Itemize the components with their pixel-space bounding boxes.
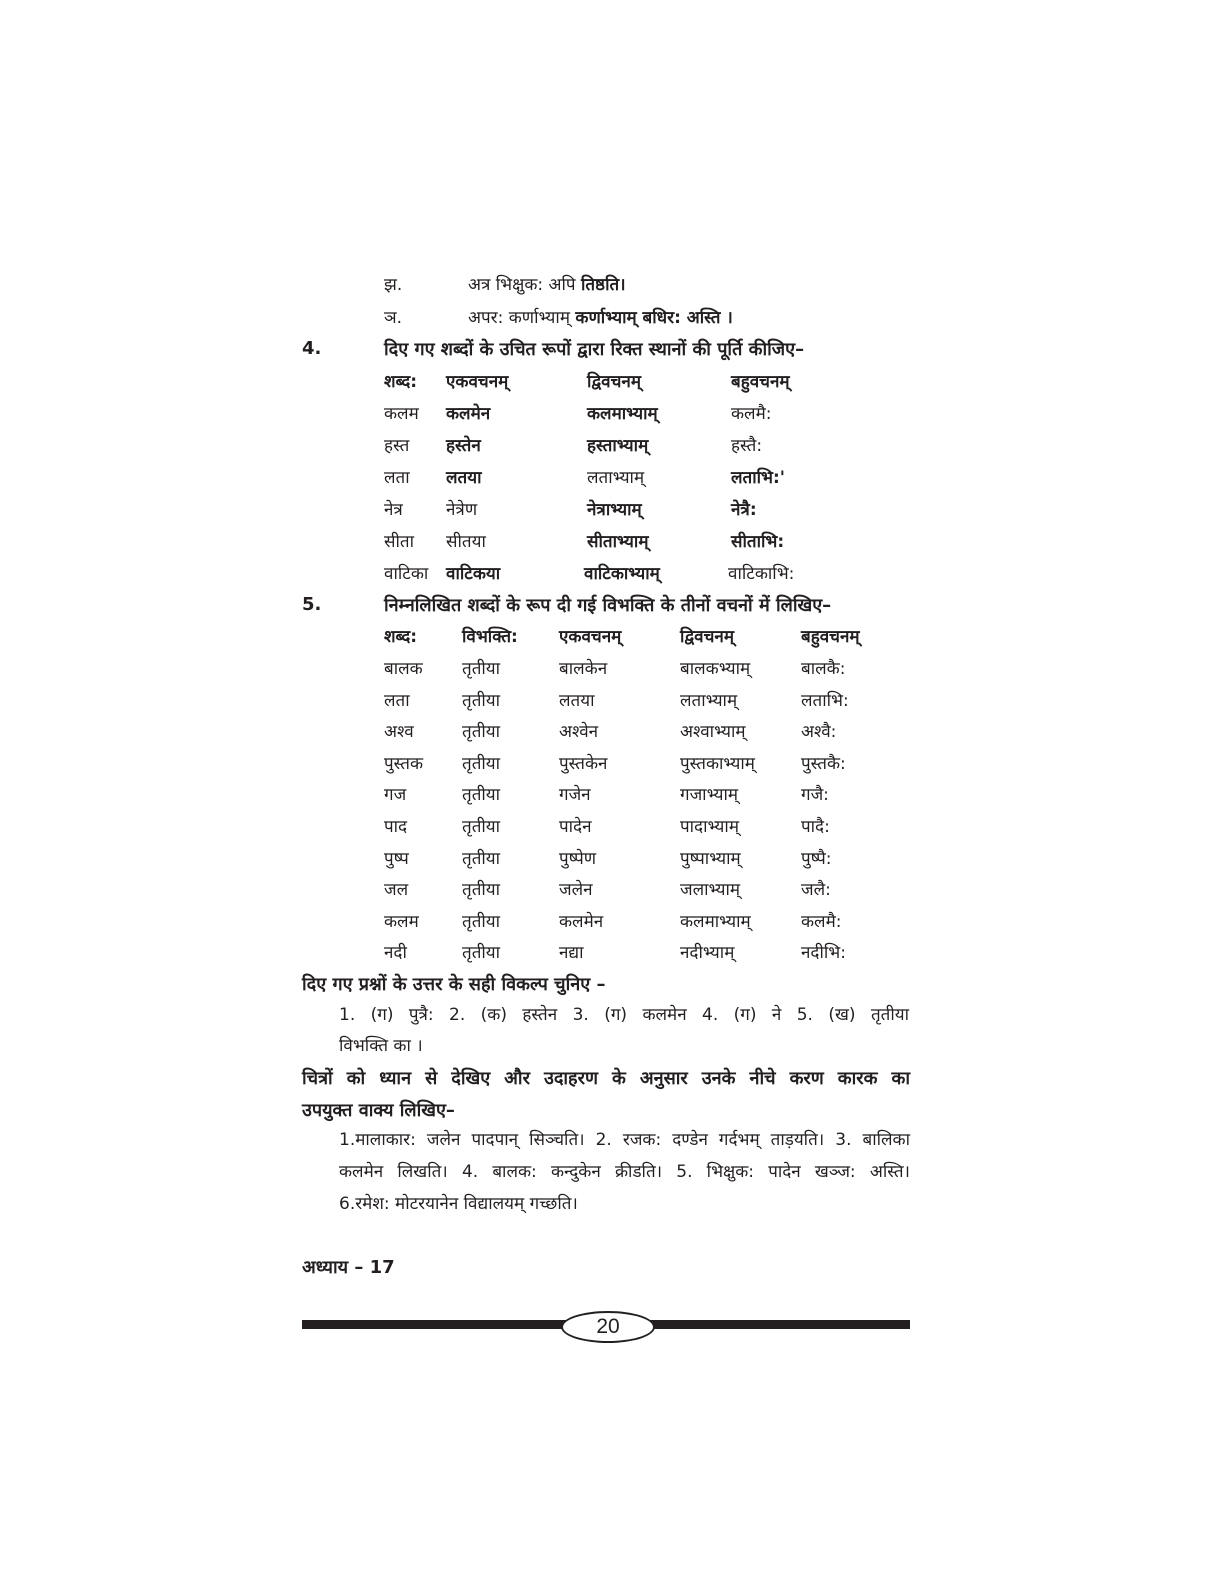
q5-cell: कलमाभ्याम् [680,912,751,932]
q5-cell: नदीभि: [801,943,846,963]
q4-header-word: शब्द: [384,372,418,392]
q4-row-sita-dual: सीताभ्याम् [587,532,649,552]
pictures-heading-line2: उपयुक्त वाक्य लिखिए– [302,1100,455,1121]
q5-number: 5. [302,594,322,615]
q4-row-netra-plural: नेत्रै: [731,500,757,520]
q5-header-plural: बहुवचनम् [801,627,860,647]
q4-row-lata-dual: लताभ्याम् [587,468,645,488]
q4-row-sita-plural: सीताभि: [731,532,785,552]
item-nya [468,305,733,328]
q4-row-lata-singular: लतया [446,468,482,488]
q5-cell: लताभि: [801,691,849,711]
q5-cell: लतया [559,691,595,711]
q4-header-plural: बहुवचनम् [731,372,790,392]
q4-row-lata-word: लता [384,468,410,488]
q4-row-kalam-plural: कलमै: [731,404,772,424]
q5-cell: पादाभ्याम् [680,817,739,837]
item-jha-answer: तिष्ठति। [580,275,626,295]
q5-cell: गजाभ्याम् [680,785,739,805]
q4-header-singular: एकवचनम् [446,372,509,392]
q4-row-kalam-word: कलम [384,404,419,424]
q4-row-hast-dual: हस्ताभ्याम् [587,436,649,456]
q5-cell: तृतीया [462,912,501,932]
q4-row-kalam-dual: कलमाभ्याम् [587,404,658,424]
mcq-answers-line1: 1. (ग) पुत्रै: 2. (क) हस्तेन 3. (ग) कलमेन 4. (ग) ने 5. (ख) तृतीया [339,1005,909,1025]
q4-row-hast-plural: हस्तै: [731,436,763,456]
q4-row-hast-singular: हस्तेन [446,436,481,456]
q5-cell: कलमै: [801,912,842,932]
pictures-answer-line2: कलमेन लिखति। 4. बालक: कन्दुकेन क्रीडति। 5. भिक्षुक: पादेन खञ्ज: अस्ति। [339,1162,910,1182]
q5-cell: नदीभ्याम् [680,943,735,963]
q5-cell: पाद [384,817,408,837]
q5-cell: पुष्प [384,849,409,869]
q4-row-hast-word: हस्त [384,436,410,456]
footer-rule-left [302,1320,572,1329]
item-marker-jha: झ. [384,275,403,295]
item-nya-answer: कर्णाभ्याम् बधिर: अस्ति । [575,308,733,328]
q5-cell: पुस्तकै: [801,754,846,774]
q5-cell: तृतीया [462,659,501,679]
q5-cell: गजेन [559,785,591,805]
q5-cell: पादेन [559,817,592,837]
q4-row-vatika-singular: वाटिकया [446,564,501,584]
pictures-heading-line1: चित्रों को ध्यान से देखिए और उदाहरण के अनुसार उनके नीचे करण कारक का [302,1068,910,1089]
q4-row-netra-word: नेत्र [384,500,403,520]
q5-cell: नदी [384,943,407,963]
q5-cell: बालकेन [559,659,608,679]
q5-cell: तृतीया [462,722,501,742]
chapter-heading: अध्याय – 17 [302,1257,395,1278]
q5-cell: लता [384,691,410,711]
q5-cell: अश्व [384,722,414,742]
q5-cell: बालक [384,659,423,679]
q4-row-sita-singular: सीतया [446,532,486,552]
q4-number: 4. [302,338,322,359]
q5-cell: तृतीया [462,943,501,963]
q4-row-netra-singular: नेत्रेण [446,500,478,520]
q5-title: निम्नलिखित शब्दों के रूप दी गई विभक्ति के तीनों वचनों में लिखिए– [384,595,832,616]
q5-header-case: विभक्ति: [462,627,518,647]
q5-cell: तृतीया [462,691,501,711]
q4-row-vatika-dual: वाटिकाभ्याम् [584,564,660,584]
q4-row-vatika-plural: वाटिकाभि: [728,564,795,584]
q5-cell: जलाभ्याम् [680,880,741,900]
item-marker-nya: ञ. [384,308,403,328]
q5-cell: पादै: [801,817,830,837]
q5-cell: पुष्पै: [801,849,832,869]
q5-cell: तृतीया [462,817,501,837]
q4-row-vatika-word: वाटिका [384,564,429,584]
q5-cell: लताभ्याम् [680,691,738,711]
q5-cell: तृतीया [462,785,501,805]
q5-cell: नद्या [559,943,584,963]
q5-header-dual: द्विवचनम् [680,627,735,647]
q5-cell: जलेन [559,880,593,900]
q4-title: दिए गए शब्दों के उचित रूपों द्वारा रिक्त स्थानों की पूर्ति कीजिए– [384,339,805,360]
q5-header-singular: एकवचनम् [559,627,622,647]
item-jha-text: अत्र भिक्षुक: अपि [468,275,581,295]
q5-cell: पुस्तकाभ्याम् [680,754,755,774]
q5-cell: अश्वाभ्याम् [680,722,746,742]
item-jha [468,272,626,295]
q4-header-dual: द्विवचनम् [587,372,642,392]
q5-cell: तृतीया [462,849,501,869]
q5-cell: गजै: [801,785,829,805]
q5-cell: जलै: [801,880,831,900]
q5-cell: कलम [384,912,419,932]
mcq-answers-line2: विभक्ति का । [339,1036,423,1056]
q5-cell: बालकै: [801,659,846,679]
q5-cell: तृतीया [462,754,501,774]
q5-cell: पुष्पाभ्याम् [680,849,741,869]
q4-row-lata-plural: लताभि:' [731,468,785,488]
pictures-answer-line3: 6.रमेश: मोटरयानेन विद्यालयम् गच्छति। [339,1194,578,1214]
q5-cell: अश्वेन [559,722,599,742]
item-nya-text: अपर: कर्णाभ्याम् [468,308,576,328]
q5-cell: कलमेन [559,912,604,932]
q5-header-word: शब्द: [384,627,418,647]
q5-cell: गज [384,785,407,805]
q5-cell: पुष्पेण [559,849,597,869]
q5-cell: जल [384,880,409,900]
mcq-heading: दिए गए प्रश्नों के उत्तर के सही विकल्प चुनिए – [302,974,606,995]
q5-cell: अश्वै: [801,722,837,742]
q4-row-sita-word: सीता [384,532,414,552]
q4-row-kalam-singular: कलमेन [446,404,491,424]
q5-cell: पुस्तक [384,754,424,774]
q5-cell: पुस्तकेन [559,754,608,774]
q5-cell: तृतीया [462,880,501,900]
pictures-answer-line1: 1.मालाकार: जलेन पादपान् सिञ्चति। 2. रजक: दण्डेन गर्दभम् ताड़यति। 3. बालिका [339,1130,910,1150]
page-number: 20 [561,1311,655,1343]
footer-rule-right [640,1320,910,1329]
q5-cell: बालकभ्याम् [680,659,751,679]
q4-row-netra-dual: नेत्राभ्याम् [587,500,642,520]
